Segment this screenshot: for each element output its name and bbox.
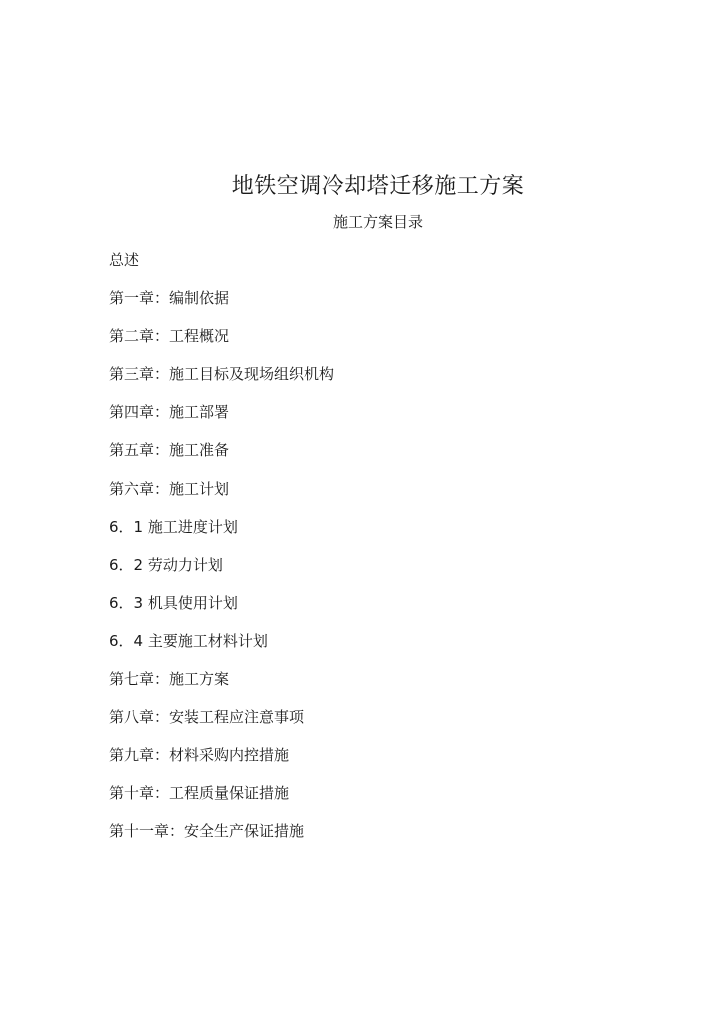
toc-item-chapter-2: 第二章：工程概况 — [109, 327, 230, 346]
toc-item-chapter-9: 第九章：材料采购内控措施 — [109, 746, 290, 765]
toc-item-chapter-1: 第一章：编制依据 — [109, 289, 230, 308]
toc-item-section-6-4: 6．4 主要施工材料计划 — [109, 631, 268, 650]
toc-item-section-6-1: 6．1 施工进度计划 — [109, 517, 238, 536]
toc-item-section-6-3: 6．3 机具使用计划 — [109, 593, 238, 612]
toc-item-chapter-5: 第五章：施工准备 — [109, 441, 230, 460]
toc-item-section-6-2: 6．2 劳动力计划 — [109, 555, 223, 574]
toc-item-chapter-8: 第八章：安装工程应注意事项 — [109, 708, 305, 727]
toc-item-chapter-6: 第六章：施工计划 — [109, 479, 230, 498]
toc-item-chapter-4: 第四章：施工部署 — [109, 403, 230, 422]
table-of-contents — [109, 249, 334, 859]
toc-item-chapter-10: 第十章：工程质量保证措施 — [109, 784, 290, 803]
toc-item-chapter-7: 第七章：施工方案 — [109, 670, 230, 689]
document-subtitle: 施工方案目录 — [332, 213, 423, 231]
toc-item-chapter-11: 第十一章：安全生产保证措施 — [109, 822, 305, 841]
toc-item-chapter-3: 第三章：施工目标及现场组织机构 — [109, 365, 335, 384]
toc-item-overview: 总述 — [109, 251, 140, 269]
document-title: 地铁空调冷却塔迁移施工方案 — [231, 174, 525, 199]
